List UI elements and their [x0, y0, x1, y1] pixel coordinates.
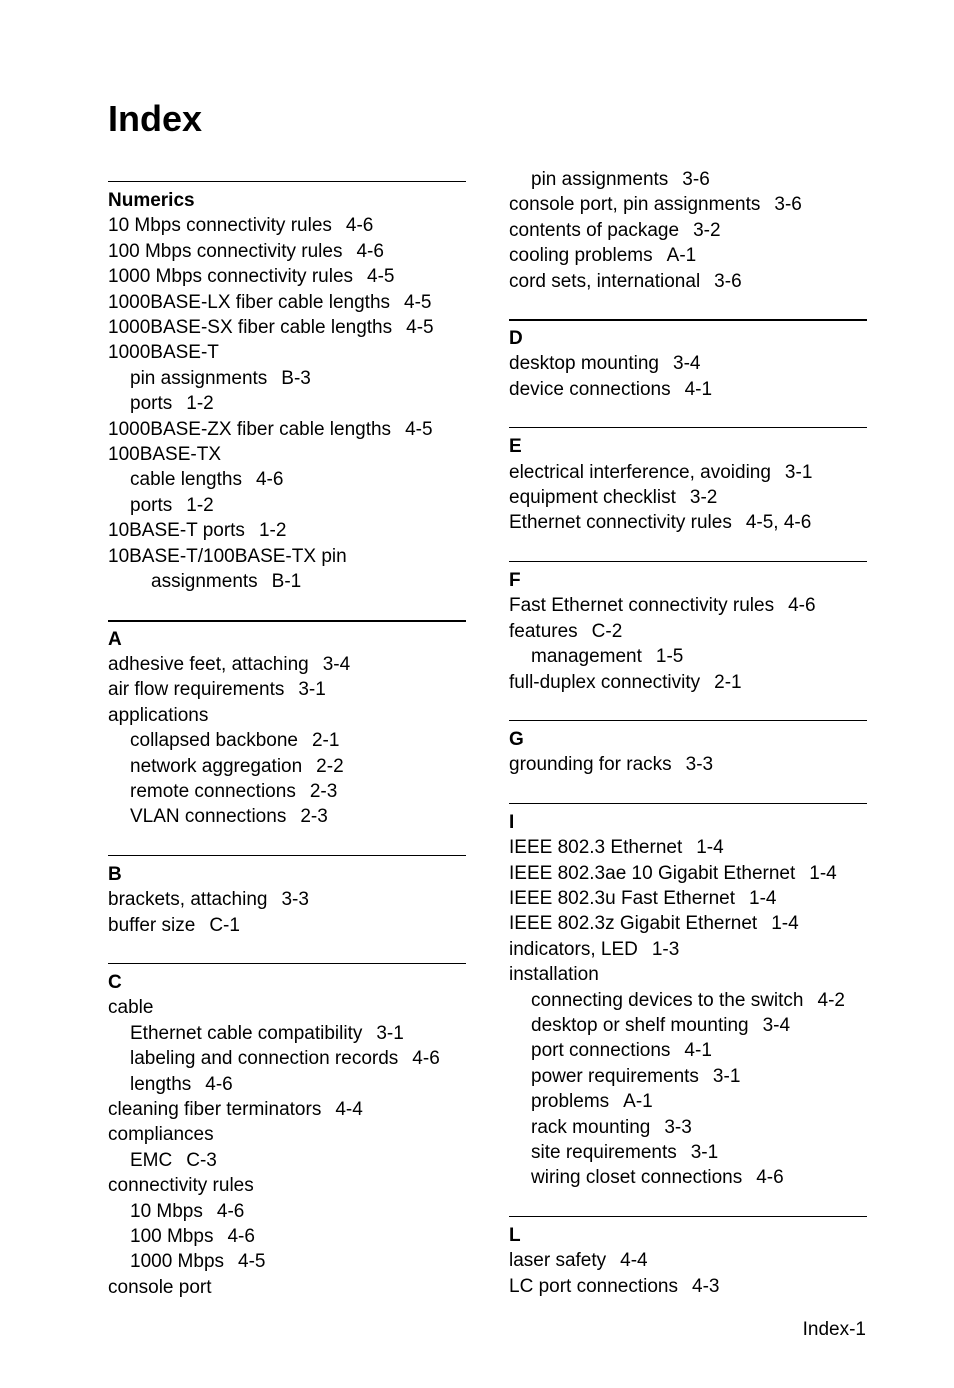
- index-entry: [108, 1021, 466, 1046]
- index-entry-term: Ethernet connectivity rules: [509, 512, 732, 534]
- index-entry-term: assignments: [151, 571, 258, 593]
- index-entry-term: 1000BASE-SX fiber cable lengths: [108, 317, 393, 339]
- index-entry: [108, 493, 466, 518]
- index-entry-page-ref[interactable]: 4-5, 4-6: [745, 512, 812, 534]
- index-entry-term: console port, pin assignments: [509, 194, 761, 216]
- index-entry: [108, 779, 466, 804]
- index-entry-term: IEEE 802.3ae 10 Gigabit Ethernet: [509, 862, 796, 884]
- index-entry-page-ref[interactable]: 4-6: [345, 215, 374, 237]
- index-entry: [509, 1165, 867, 1190]
- index-entry-page-ref[interactable]: 4-5: [406, 317, 434, 339]
- index-entry-page-ref[interactable]: 4-1: [684, 378, 713, 400]
- index-entry: [108, 315, 466, 340]
- index-entry-term: LC port connections: [509, 1275, 678, 1297]
- index-entry-page-ref[interactable]: 4-4: [335, 1099, 363, 1120]
- index-entry: [509, 644, 867, 669]
- index-entry-page-ref[interactable]: 4-6: [788, 595, 816, 617]
- index-entry-page-ref[interactable]: 4-5: [367, 266, 395, 288]
- index-entry: [108, 1224, 466, 1249]
- index-entry-page-ref[interactable]: 4-6: [356, 240, 384, 262]
- index-entry: [108, 1173, 466, 1198]
- section-letter-heading: I: [509, 811, 515, 833]
- index-entry-term: pin assignments: [130, 367, 268, 389]
- index-entry: [509, 1064, 867, 1089]
- section-letter-heading: Numerics: [108, 190, 195, 211]
- section-letter-heading: F: [509, 569, 521, 591]
- index-entry: [509, 377, 867, 402]
- index-section: [509, 427, 867, 536]
- index-entry-term: brackets, attaching: [108, 889, 268, 911]
- index-entry-page-ref[interactable]: C-3: [186, 1149, 217, 1171]
- index-entry-page-ref[interactable]: 4-6: [255, 469, 284, 491]
- index-entry-page-ref[interactable]: 4-6: [756, 1167, 784, 1189]
- index-entry-term: full-duplex connectivity: [509, 671, 701, 693]
- index-entry-term: 10 Mbps: [130, 1200, 203, 1222]
- index-entry: [108, 213, 466, 238]
- index-entry: [509, 670, 867, 695]
- index-entry-term: 100BASE-TX: [108, 444, 221, 466]
- index-entry-page-ref[interactable]: 4-3: [692, 1275, 720, 1297]
- index-entry: [108, 913, 466, 938]
- index-entry-page-ref[interactable]: 2-1: [311, 730, 340, 752]
- index-entry-term: 1000 Mbps: [130, 1251, 225, 1273]
- index-entry-term: indicators, LED: [509, 938, 638, 960]
- section-letter-heading: C: [108, 971, 122, 993]
- index-entry-page-ref[interactable]: 3-6: [774, 194, 802, 216]
- index-entry-term: management: [531, 646, 642, 668]
- index-entry-term: 100 Mbps connectivity rules: [108, 240, 343, 262]
- index-entry-page-ref[interactable]: 3-6: [714, 270, 742, 292]
- index-section: [108, 620, 466, 830]
- index-entry-page-ref[interactable]: 2-3: [309, 780, 338, 802]
- index-entry-term: rack mounting: [531, 1116, 651, 1138]
- index-entry-term: pin assignments: [531, 169, 669, 190]
- index-section: [108, 181, 466, 595]
- index-entry-term: cable: [108, 997, 154, 1019]
- index-entry: [108, 1148, 466, 1173]
- index-entry-page-ref[interactable]: A-1: [623, 1091, 653, 1113]
- index-entry-page-ref[interactable]: 3-1: [784, 461, 813, 483]
- index-entry-term: cooling problems: [509, 245, 653, 267]
- index-entry: [108, 417, 466, 442]
- index-entry-page-ref[interactable]: 1-4: [749, 887, 777, 909]
- index-entry: [108, 442, 466, 467]
- index-entry-term: 10BASE-T ports: [108, 520, 245, 542]
- index-entry-term: problems: [531, 1091, 610, 1113]
- index-entry-page-ref[interactable]: B-3: [281, 367, 311, 389]
- index-entry-term: console port: [108, 1276, 212, 1298]
- index-entry: [108, 544, 466, 569]
- index-entry: [108, 1046, 466, 1071]
- index-entry-page-ref[interactable]: 1-2: [258, 520, 287, 542]
- index-entry-term: adhesive feet, attaching: [108, 653, 309, 675]
- index-entry: [509, 192, 867, 217]
- index-entry: [108, 1072, 466, 1097]
- index-column-left: [108, 181, 466, 1325]
- index-entry-term: IEEE 802.3z Gigabit Ethernet: [509, 913, 758, 935]
- index-entry-term: applications: [108, 704, 209, 726]
- index-section: [509, 167, 867, 294]
- index-entry-page-ref[interactable]: 3-2: [693, 219, 721, 241]
- index-entry-term: power requirements: [531, 1065, 699, 1087]
- index-entry: [108, 1275, 466, 1300]
- index-entry: [509, 1115, 867, 1140]
- index-entry: [509, 937, 867, 962]
- index-entry-page-ref[interactable]: A-1: [666, 245, 697, 267]
- index-entry: [108, 728, 466, 753]
- index-entry-term: air flow requirements: [108, 679, 285, 701]
- index-entry-page-ref[interactable]: 1-3: [651, 938, 680, 960]
- index-entry-term: 10BASE-T/100BASE-TX pin: [108, 545, 347, 567]
- index-entry-page-ref[interactable]: C-2: [591, 620, 623, 642]
- index-entry: [509, 1038, 867, 1063]
- index-entry-page-ref[interactable]: 3-4: [762, 1014, 791, 1036]
- index-entry: [108, 887, 466, 912]
- index-entry-term: connectivity rules: [108, 1175, 254, 1197]
- index-entry: [108, 1097, 466, 1122]
- index-entry-page-ref[interactable]: 3-6: [682, 169, 710, 190]
- index-entry-term: desktop mounting: [509, 353, 659, 375]
- index-entry: [509, 835, 867, 860]
- index-entry-page-ref[interactable]: 4-6: [412, 1048, 440, 1070]
- section-letter-heading: E: [509, 436, 522, 458]
- index-entry: [108, 1122, 466, 1147]
- index-entry-term: equipment checklist: [509, 487, 676, 509]
- index-section: [509, 720, 867, 778]
- index-entry-page-ref[interactable]: 2-2: [316, 755, 344, 777]
- index-entry: [509, 510, 867, 535]
- index-entry: [509, 962, 867, 987]
- index-entry-term: features: [509, 620, 578, 642]
- section-letter-heading: L: [509, 1224, 521, 1246]
- index-entry-page-ref[interactable]: 3-2: [689, 487, 718, 509]
- index-entry: [108, 754, 466, 779]
- index-entry-page-ref[interactable]: 3-4: [673, 353, 701, 375]
- index-entry: [108, 804, 466, 829]
- index-entry: [108, 391, 466, 416]
- index-entry-page-ref[interactable]: 3-3: [664, 1116, 692, 1138]
- index-entry: [509, 218, 867, 243]
- index-entry: [509, 460, 867, 485]
- index-column-right: [509, 167, 867, 1324]
- index-entry-term: compliances: [108, 1124, 214, 1146]
- index-entry-term: installation: [509, 964, 599, 986]
- index-entry: [108, 995, 466, 1020]
- section-letter-heading: B: [108, 863, 122, 885]
- index-entry-term: 1000BASE-LX fiber cable lengths: [108, 291, 391, 313]
- index-entry-term: cord sets, international: [509, 270, 701, 292]
- index-entry-page-ref[interactable]: 1-5: [655, 646, 684, 668]
- index-entry-term: labeling and connection records: [130, 1048, 399, 1070]
- index-entry-term: collapsed backbone: [130, 730, 298, 752]
- index-entry-term: 10 Mbps connectivity rules: [108, 215, 332, 237]
- index-entry-page-ref[interactable]: 3-1: [298, 679, 326, 701]
- index-entry-page-ref[interactable]: 4-1: [684, 1040, 712, 1062]
- index-entry: [108, 518, 466, 543]
- index-entry-page-ref[interactable]: 1-4: [809, 862, 837, 884]
- index-section: [509, 1216, 867, 1299]
- index-section: [108, 963, 466, 1300]
- index-entry-page-ref[interactable]: 2-1: [714, 671, 742, 693]
- index-entry-page-ref[interactable]: 1-4: [696, 837, 724, 859]
- index-entry-term: IEEE 802.3u Fast Ethernet: [509, 887, 736, 909]
- index-entry-page-ref[interactable]: 4-5: [405, 418, 433, 440]
- index-entry-term: buffer size: [108, 914, 196, 936]
- index-entry-term: cleaning fiber terminators: [108, 1099, 322, 1120]
- index-entry: [108, 239, 466, 264]
- index-entry-page-ref[interactable]: 3-1: [376, 1022, 404, 1044]
- index-entry-term: 1000 Mbps connectivity rules: [108, 266, 354, 288]
- index-entry: [509, 861, 867, 886]
- index-entry-page-ref[interactable]: 1-2: [186, 393, 214, 415]
- index-entry-term: cable lengths: [130, 469, 242, 491]
- index-entry: [108, 677, 466, 702]
- index-entry: [509, 1089, 867, 1114]
- index-entry: [108, 703, 466, 728]
- index-entry: [509, 988, 867, 1013]
- index-section: [108, 855, 466, 938]
- index-entry-page-ref[interactable]: 3-3: [685, 754, 714, 776]
- index-entry-page-ref[interactable]: 1-4: [771, 913, 799, 935]
- index-section: [509, 319, 867, 402]
- index-entry: [509, 619, 867, 644]
- index-entry: [108, 366, 466, 391]
- index-entry-term: wiring closet connections: [531, 1167, 743, 1189]
- index-entry-page-ref[interactable]: 3-1: [712, 1065, 741, 1087]
- index-entry: [509, 485, 867, 510]
- index-entry-term: electrical interference, avoiding: [509, 461, 771, 483]
- section-letter-heading: D: [509, 328, 523, 350]
- index-entry: [509, 1013, 867, 1038]
- index-entry-page-ref[interactable]: 3-4: [322, 653, 351, 675]
- index-entry: [509, 167, 867, 192]
- index-entry-term: 1000BASE-ZX fiber cable lengths: [108, 418, 392, 440]
- index-entry-page-ref[interactable]: 4-6: [216, 1200, 245, 1222]
- index-entry-page-ref[interactable]: 2-3: [300, 806, 328, 828]
- index-entry: [108, 1249, 466, 1274]
- index-entry-term: lengths: [130, 1073, 192, 1095]
- index-entry: [108, 1199, 466, 1224]
- index-entry-term: VLAN connections: [130, 806, 287, 828]
- index-entry-page-ref[interactable]: B-1: [271, 571, 302, 593]
- index-entry-term: remote connections: [130, 780, 296, 802]
- page-number-footer: Index-1: [802, 1319, 866, 1340]
- index-entry-term: Ethernet cable compatibility: [130, 1022, 363, 1044]
- index-entry: [108, 652, 466, 677]
- index-entry-term: EMC: [130, 1149, 173, 1171]
- index-entry-page-ref[interactable]: 4-6: [227, 1226, 255, 1248]
- index-entry-term: 1000BASE-T: [108, 342, 219, 364]
- index-entry-term: contents of package: [509, 219, 680, 241]
- index-entry: [509, 269, 867, 294]
- page-title: Index: [108, 98, 203, 139]
- section-letter-heading: G: [509, 728, 524, 750]
- index-entry-page-ref[interactable]: 3-1: [690, 1142, 719, 1163]
- index-entry-page-ref[interactable]: 4-2: [817, 989, 845, 1011]
- index-entry: [509, 752, 867, 777]
- index-entry-term: device connections: [509, 378, 671, 400]
- index-entry-term: ports: [130, 494, 173, 516]
- index-entry: [509, 243, 867, 268]
- index-entry: [509, 593, 867, 618]
- index-entry-term: 100 Mbps: [130, 1226, 214, 1248]
- index-entry: [108, 264, 466, 289]
- index-entry-term: desktop or shelf mounting: [531, 1014, 749, 1036]
- index-section: [509, 803, 867, 1191]
- index-entry: [509, 1248, 867, 1273]
- index-entry-page-ref[interactable]: 4-4: [620, 1250, 648, 1272]
- index-entry-term: port connections: [531, 1040, 671, 1062]
- index-entry: [108, 569, 466, 594]
- index-entry-term: ports: [130, 393, 173, 415]
- index-entry: [108, 340, 466, 365]
- index-entry-page-ref[interactable]: 1-2: [186, 494, 214, 516]
- index-entry-term: laser safety: [509, 1250, 607, 1272]
- index-entry-page-ref[interactable]: 4-5: [404, 291, 432, 313]
- index-section: [509, 561, 867, 695]
- index-entry: [509, 886, 867, 911]
- index-entry-page-ref[interactable]: 4-5: [238, 1251, 266, 1273]
- index-entry: [108, 290, 466, 315]
- index-entry-page-ref[interactable]: C-1: [209, 914, 240, 936]
- index-entry-page-ref[interactable]: 3-3: [281, 889, 309, 911]
- index-entry: [509, 911, 867, 936]
- index-entry-term: grounding for racks: [509, 754, 672, 776]
- index-entry-term: site requirements: [531, 1142, 677, 1163]
- index-entry-term: connecting devices to the switch: [531, 989, 804, 1011]
- section-letter-heading: A: [108, 628, 122, 650]
- index-entry-term: network aggregation: [130, 755, 303, 777]
- index-entry-term: Fast Ethernet connectivity rules: [509, 595, 775, 617]
- index-entry: [509, 1140, 867, 1165]
- index-entry: [108, 467, 466, 492]
- index-entry: [509, 351, 867, 376]
- index-entry-page-ref[interactable]: 4-6: [205, 1073, 233, 1095]
- index-entry-term: IEEE 802.3 Ethernet: [509, 837, 683, 859]
- index-entry: [509, 1274, 867, 1299]
